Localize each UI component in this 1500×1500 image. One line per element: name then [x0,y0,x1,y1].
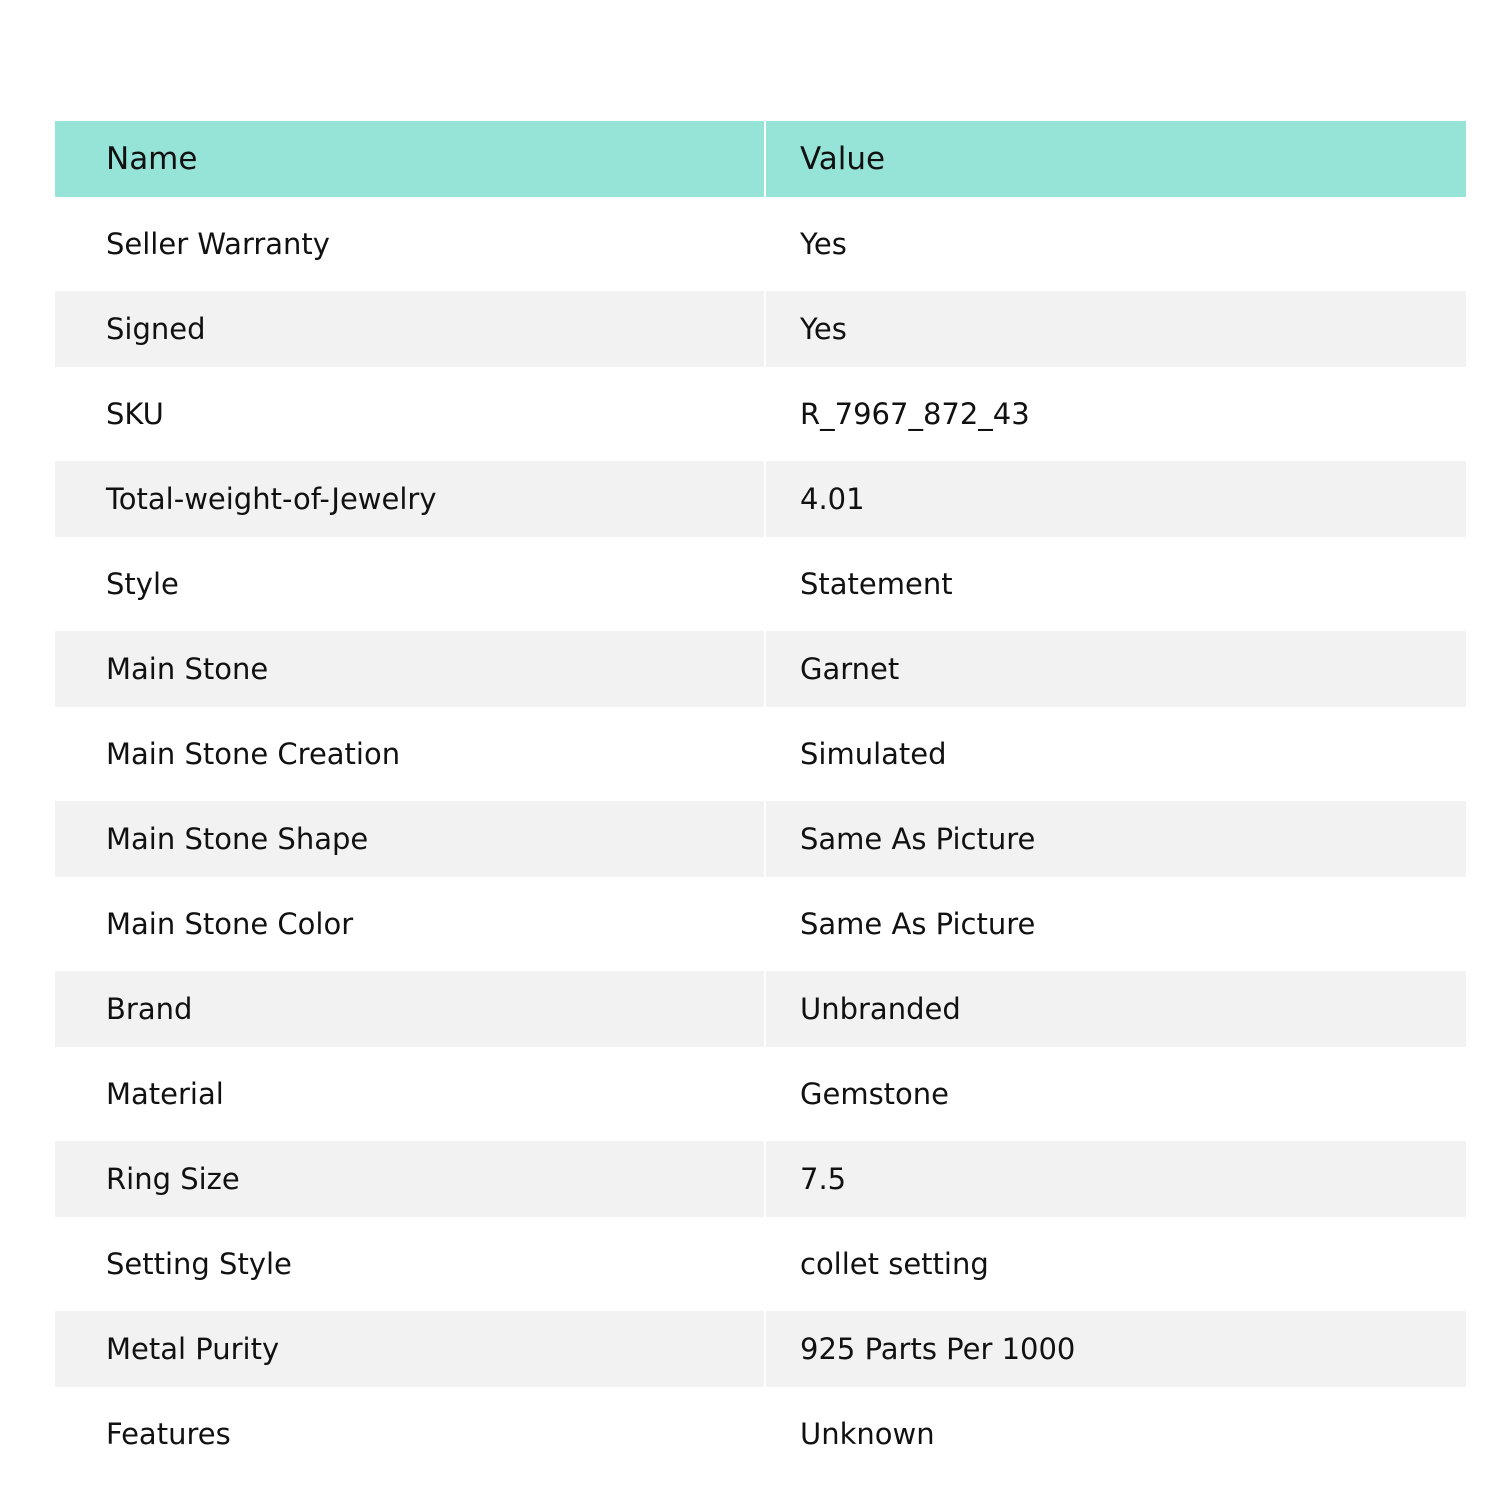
table-row [55,452,1466,537]
row-value: 7.5 [800,1161,847,1196]
name-cell [55,1217,766,1302]
name-cell [55,877,766,962]
name-cell [55,1047,766,1132]
row-value: Garnet [800,651,900,686]
table-header-row [55,121,1466,197]
value-cell [766,1302,1466,1387]
table-row [55,537,1466,622]
name-cell [55,537,766,622]
row-name: Features [106,1416,231,1451]
table-row [55,1047,1466,1132]
name-cell [55,452,766,537]
name-cell [55,367,766,452]
row-name: Main Stone [106,651,269,686]
table-row [55,1217,1466,1302]
row-value: Gemstone [800,1076,950,1111]
row-value: R_7967_872_43 [800,396,1030,431]
table-row [55,707,1466,792]
value-cell [766,367,1466,452]
table-row [55,282,1466,367]
row-name: Signed [106,311,206,346]
header-name-cell [55,121,766,197]
row-name: Metal Purity [106,1331,280,1366]
row-value: Statement [800,566,953,601]
row-name: Material [106,1076,224,1111]
value-cell [766,962,1466,1047]
row-value: Unbranded [800,991,961,1026]
name-cell [55,1302,766,1387]
name-cell [55,707,766,792]
row-name: Style [106,566,179,601]
row-value: Same As Picture [800,821,1036,856]
row-value: Same As Picture [800,906,1036,941]
name-cell [55,1132,766,1217]
table-row [55,367,1466,452]
value-cell [766,1217,1466,1302]
row-value: collet setting [800,1246,989,1281]
row-name: Brand [106,991,193,1026]
name-cell [55,622,766,707]
value-cell [766,1047,1466,1132]
table-row [55,962,1466,1047]
value-cell [766,537,1466,622]
table-row [55,877,1466,962]
row-value: 925 Parts Per 1000 [800,1331,1076,1366]
table-row [55,1132,1466,1217]
row-name: Setting Style [106,1246,292,1281]
header-name-label: Name [106,140,198,177]
name-cell [55,282,766,367]
row-name: Main Stone Color [106,906,354,941]
row-name: Main Stone Shape [106,821,369,856]
header-value-cell [766,121,1466,197]
table-row [55,1387,1466,1472]
row-value: Unknown [800,1416,935,1451]
row-name: Seller Warranty [106,226,330,261]
table-row [55,792,1466,877]
name-cell [55,962,766,1047]
name-cell [55,1387,766,1472]
row-name: SKU [106,396,164,431]
value-cell [766,622,1466,707]
row-value: Simulated [800,736,947,771]
value-cell [766,1132,1466,1217]
row-name: Ring Size [106,1161,240,1196]
value-cell [766,197,1466,282]
name-cell [55,197,766,282]
row-name: Main Stone Creation [106,736,401,771]
value-cell [766,792,1466,877]
header-value-label: Value [800,140,886,177]
table-row [55,197,1466,282]
row-value: 4.01 [800,481,865,516]
row-name: Total-weight-of-Jewelry [106,481,437,516]
name-cell [55,792,766,877]
row-value: Yes [800,226,847,261]
row-value: Yes [800,311,847,346]
table-row [55,622,1466,707]
value-cell [766,877,1466,962]
value-cell [766,282,1466,367]
spec-table [55,121,1466,1472]
table-row [55,1302,1466,1387]
value-cell [766,452,1466,537]
value-cell [766,1387,1466,1472]
value-cell [766,707,1466,792]
